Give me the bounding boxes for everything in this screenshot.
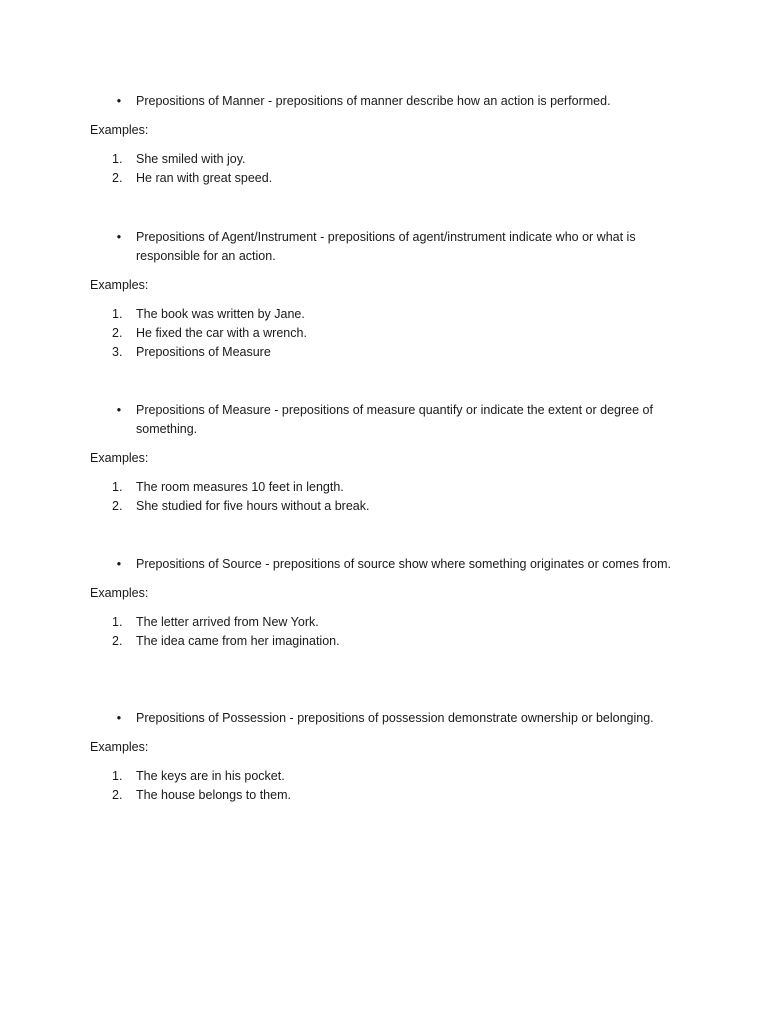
examples-label: Examples: [90,278,149,292]
list-item-text: The letter arrived from New York. [136,615,319,629]
bullet-heading [0,92,768,111]
bullet-text: Prepositions of Possession - prepositions of possession demonstrate ownership or belonging. [136,711,654,725]
section-possession [0,709,768,805]
bullet-text: Prepositions of Source - prepositions of source show where something originates or comes from. [136,557,671,571]
bullet-icon: • [116,557,122,571]
bullet-heading [0,401,768,439]
examples-label: Examples: [90,740,149,754]
list-item [0,324,768,343]
list-number: 2. [112,171,123,185]
list-item-text: She studied for five hours without a break. [136,499,370,513]
list-item-text: The house belongs to them. [136,788,291,802]
list-item-text: He fixed the car with a wrench. [136,326,307,340]
list-number: 2. [112,788,123,802]
list-item [0,613,768,632]
examples-label: Examples: [90,123,149,137]
bullet-heading [0,709,768,728]
list-item-text: The keys are in his pocket. [136,769,285,783]
list-item-text: The idea came from her imagination. [136,634,340,648]
bullet-icon: • [116,403,122,417]
examples-list [0,150,768,188]
bullet-icon: • [116,230,122,244]
bullet-text: Prepositions of Manner - prepositions of manner describe how an action is performed. [136,94,611,108]
bullet-heading [0,228,768,266]
section-manner [0,92,768,188]
list-item [0,786,768,805]
list-number: 1. [112,307,123,321]
list-item-text: The room measures 10 feet in length. [136,480,344,494]
examples-list [0,767,768,805]
list-number: 3. [112,345,123,359]
list-item [0,632,768,651]
list-number: 1. [112,480,123,494]
list-number: 1. [112,615,123,629]
list-number: 1. [112,152,123,166]
bullet-text: Prepositions of Measure - prepositions of measure quantify or indicate the extent or degree of something. [136,403,653,436]
list-item-text: Prepositions of Measure [136,345,271,359]
list-number: 2. [112,499,123,513]
list-number: 2. [112,326,123,340]
list-item [0,767,768,786]
examples-list [0,305,768,362]
list-item [0,497,768,516]
section-agent-instrument [0,228,768,362]
list-number: 2. [112,634,123,648]
list-item-text: She smiled with joy. [136,152,246,166]
examples-list [0,613,768,651]
bullet-heading [0,555,768,574]
bullet-icon: • [116,711,122,725]
bullet-icon: • [116,94,122,108]
list-number: 1. [112,769,123,783]
list-item [0,305,768,324]
list-item-text: He ran with great speed. [136,171,273,185]
examples-list [0,478,768,516]
list-item-text: The book was written by Jane. [136,307,305,321]
list-item [0,169,768,188]
list-item [0,478,768,497]
list-item [0,343,768,362]
bullet-text: Prepositions of Agent/Instrument - prepositions of agent/instrument indicate who or what is responsible for an action. [136,230,636,263]
examples-label: Examples: [90,451,149,465]
section-source [0,555,768,651]
examples-label: Examples: [90,586,149,600]
list-item [0,150,768,169]
section-measure [0,401,768,516]
